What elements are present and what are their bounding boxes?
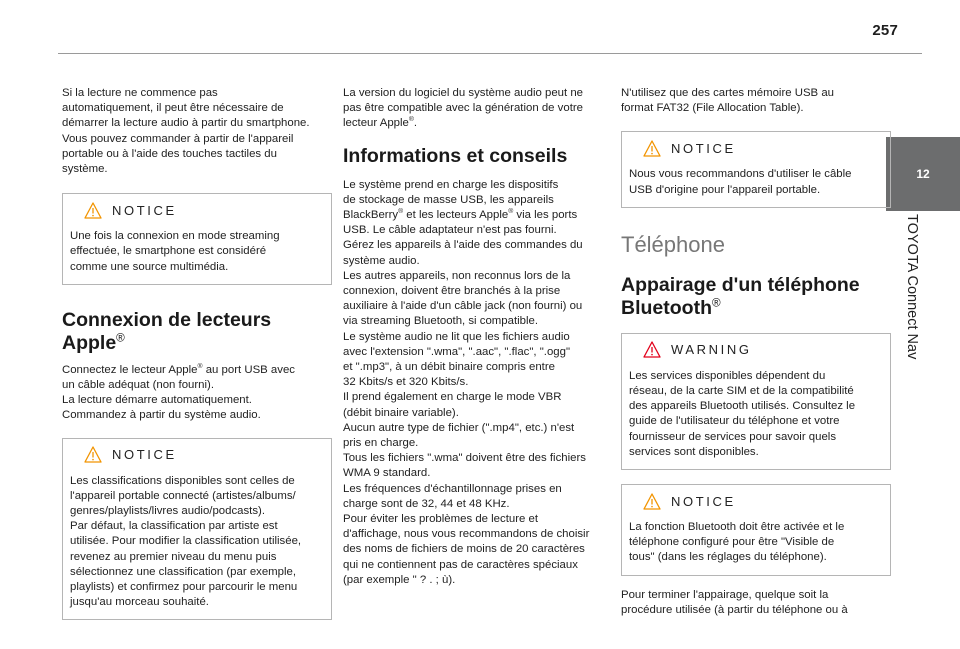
notice-text: Nous vous recommandons d'utiliser le câble USB d'origine pour l'appareil portable. xyxy=(629,168,852,196)
chapter-title-telephone: Téléphone xyxy=(621,231,725,257)
caution-icon xyxy=(643,493,661,510)
column-1 xyxy=(62,86,332,620)
section-heading-bluetooth xyxy=(621,274,891,320)
text-fragment: Le système prend en charge les dispositifs de stockage de masse USB, les appareils BlackBerry xyxy=(343,178,559,222)
registered-mark: ® xyxy=(508,208,514,216)
caution-icon xyxy=(84,446,102,463)
heading-text: Appairage d'un téléphone Bluetooth xyxy=(621,273,860,319)
notice-text: Une fois la connexion en mode streaming effectuée, le smartphone est considéré comme une source multimédia. xyxy=(70,230,280,273)
warning-box xyxy=(621,333,891,470)
streaming-intro-text: Si la lecture ne commence pas automatiquement, il peut être nécessaire de démarrer la lecture audio à partir du smartphone. Vous pouvez commander à partir de l'appareil portable ou à l'aide des touches tactiles du système. xyxy=(62,87,310,176)
usb-format-text: N'utilisez que des cartes mémoire USB au format FAT32 (File Allocation Table). xyxy=(621,87,834,115)
header-divider xyxy=(58,53,922,54)
registered-mark: ® xyxy=(116,331,125,345)
notice-text: Les classifications disponibles sont celles de l'appareil portable connecté (artistes/albums/ genres/playlists/livres audio/podcasts). Par défaut, la classification par artiste est utilisée. Pour modifier la classification utilisée, revenez au premier niveau du menu puis sélectionnez une classification (par exemple, playlists) et confirmez pour parcourir le menu jusqu'au morceau souhaité. xyxy=(70,474,302,609)
text-fragment: via les ports USB. Le câble adaptateur n'est pas fourni. Gérez les appareils à l'aide des commandes du système audio. Les autres appareils, non reconnus lors de la connexion, doivent être branchés à la prise auxiliaire à l'aide d'un câble jack (non fourni) ou via streaming Bluetooth, si compatible. Le système audio ne lit que les fichiers audio avec l'extension ".wma", ".aac", ".flac", ".ogg" et ".mp3", à un débit binaire compris entre 32 Kbits/s et 320 Kbits/s. Il prend également en charge le mode VBR (débit binaire variable). Aucun autre type de fichier (".mp4", etc.) n'est pris en charge. Tous les fichiers ".wma" doivent être des fichiers WMA 9 standard. Les fréquences d'échantillonnage prises en charge sont de 32, 44 et 48 KHz. Pour éviter les problèmes de lecture et d'affichage, nous vous recommandons de choisir des noms de fichiers de moins de 20 caractères qui ne contiennent pas de caractères spéciaux (par exemple " ? . ; ù). xyxy=(343,209,590,586)
registered-mark: ® xyxy=(408,116,414,124)
pairing-outro-text: Pour terminer l'appairage, quelque soit la procédure utilisée (à partir du téléphone ou à xyxy=(621,588,848,616)
warning-label: WARNING xyxy=(671,342,752,358)
registered-mark: ® xyxy=(711,296,721,310)
text-fragment: et les lecteurs Apple xyxy=(403,209,509,222)
notice-label: NOTICE xyxy=(671,140,736,156)
chapter-tab xyxy=(886,137,960,211)
heading-text: Connexion de lecteurs Apple xyxy=(62,308,272,354)
registered-mark: ® xyxy=(398,208,404,216)
warning-icon xyxy=(643,341,661,358)
notice-text: La fonction Bluetooth doit être activée et le téléphone configuré pour être "Visible de tous" (dans les réglages du téléphone). xyxy=(629,521,845,564)
text-fragment: au port USB avec un câble adéquat (non fourni). La lecture démarre automatiquement. Commandez à partir du système audio. xyxy=(62,363,295,422)
caution-icon xyxy=(84,202,102,219)
notice-label: NOTICE xyxy=(671,493,736,509)
text-fragment: . xyxy=(413,117,418,130)
column-3 xyxy=(621,86,891,618)
chapter-number: 12 xyxy=(916,167,930,181)
notice-box xyxy=(621,131,891,207)
text-fragment: La version du logiciel du système audio peut ne pas être compatible avec la génération de votre lecteur Apple xyxy=(343,87,583,130)
caution-icon xyxy=(643,140,661,157)
page-number: 257 xyxy=(872,22,898,39)
software-version-text xyxy=(343,86,613,132)
warning-text: Les services disponibles dépendent du réseau, de la carte SIM et de la compatibilité des appareils Bluetooth utilisés. Consultez le guide de l'utilisateur du téléphone et votre fournisseur de services pour savoir quels services sont disponibles. xyxy=(629,369,856,458)
chapter-label xyxy=(904,214,924,454)
notice-box xyxy=(62,193,332,285)
chapter-label-text: TOYOTA Connect Nav xyxy=(904,214,920,360)
registered-mark: ® xyxy=(197,363,203,371)
text-fragment: Connectez le lecteur Apple xyxy=(62,363,198,376)
info-body-text xyxy=(343,178,613,588)
notice-box xyxy=(621,484,891,576)
notice-label: NOTICE xyxy=(112,447,177,463)
notice-box xyxy=(62,438,332,621)
column-2 xyxy=(343,86,613,588)
section-heading-apple xyxy=(62,309,332,355)
apple-connection-text xyxy=(62,363,332,424)
section-heading-info: Informations et conseils xyxy=(343,144,568,167)
notice-label: NOTICE xyxy=(112,202,177,218)
